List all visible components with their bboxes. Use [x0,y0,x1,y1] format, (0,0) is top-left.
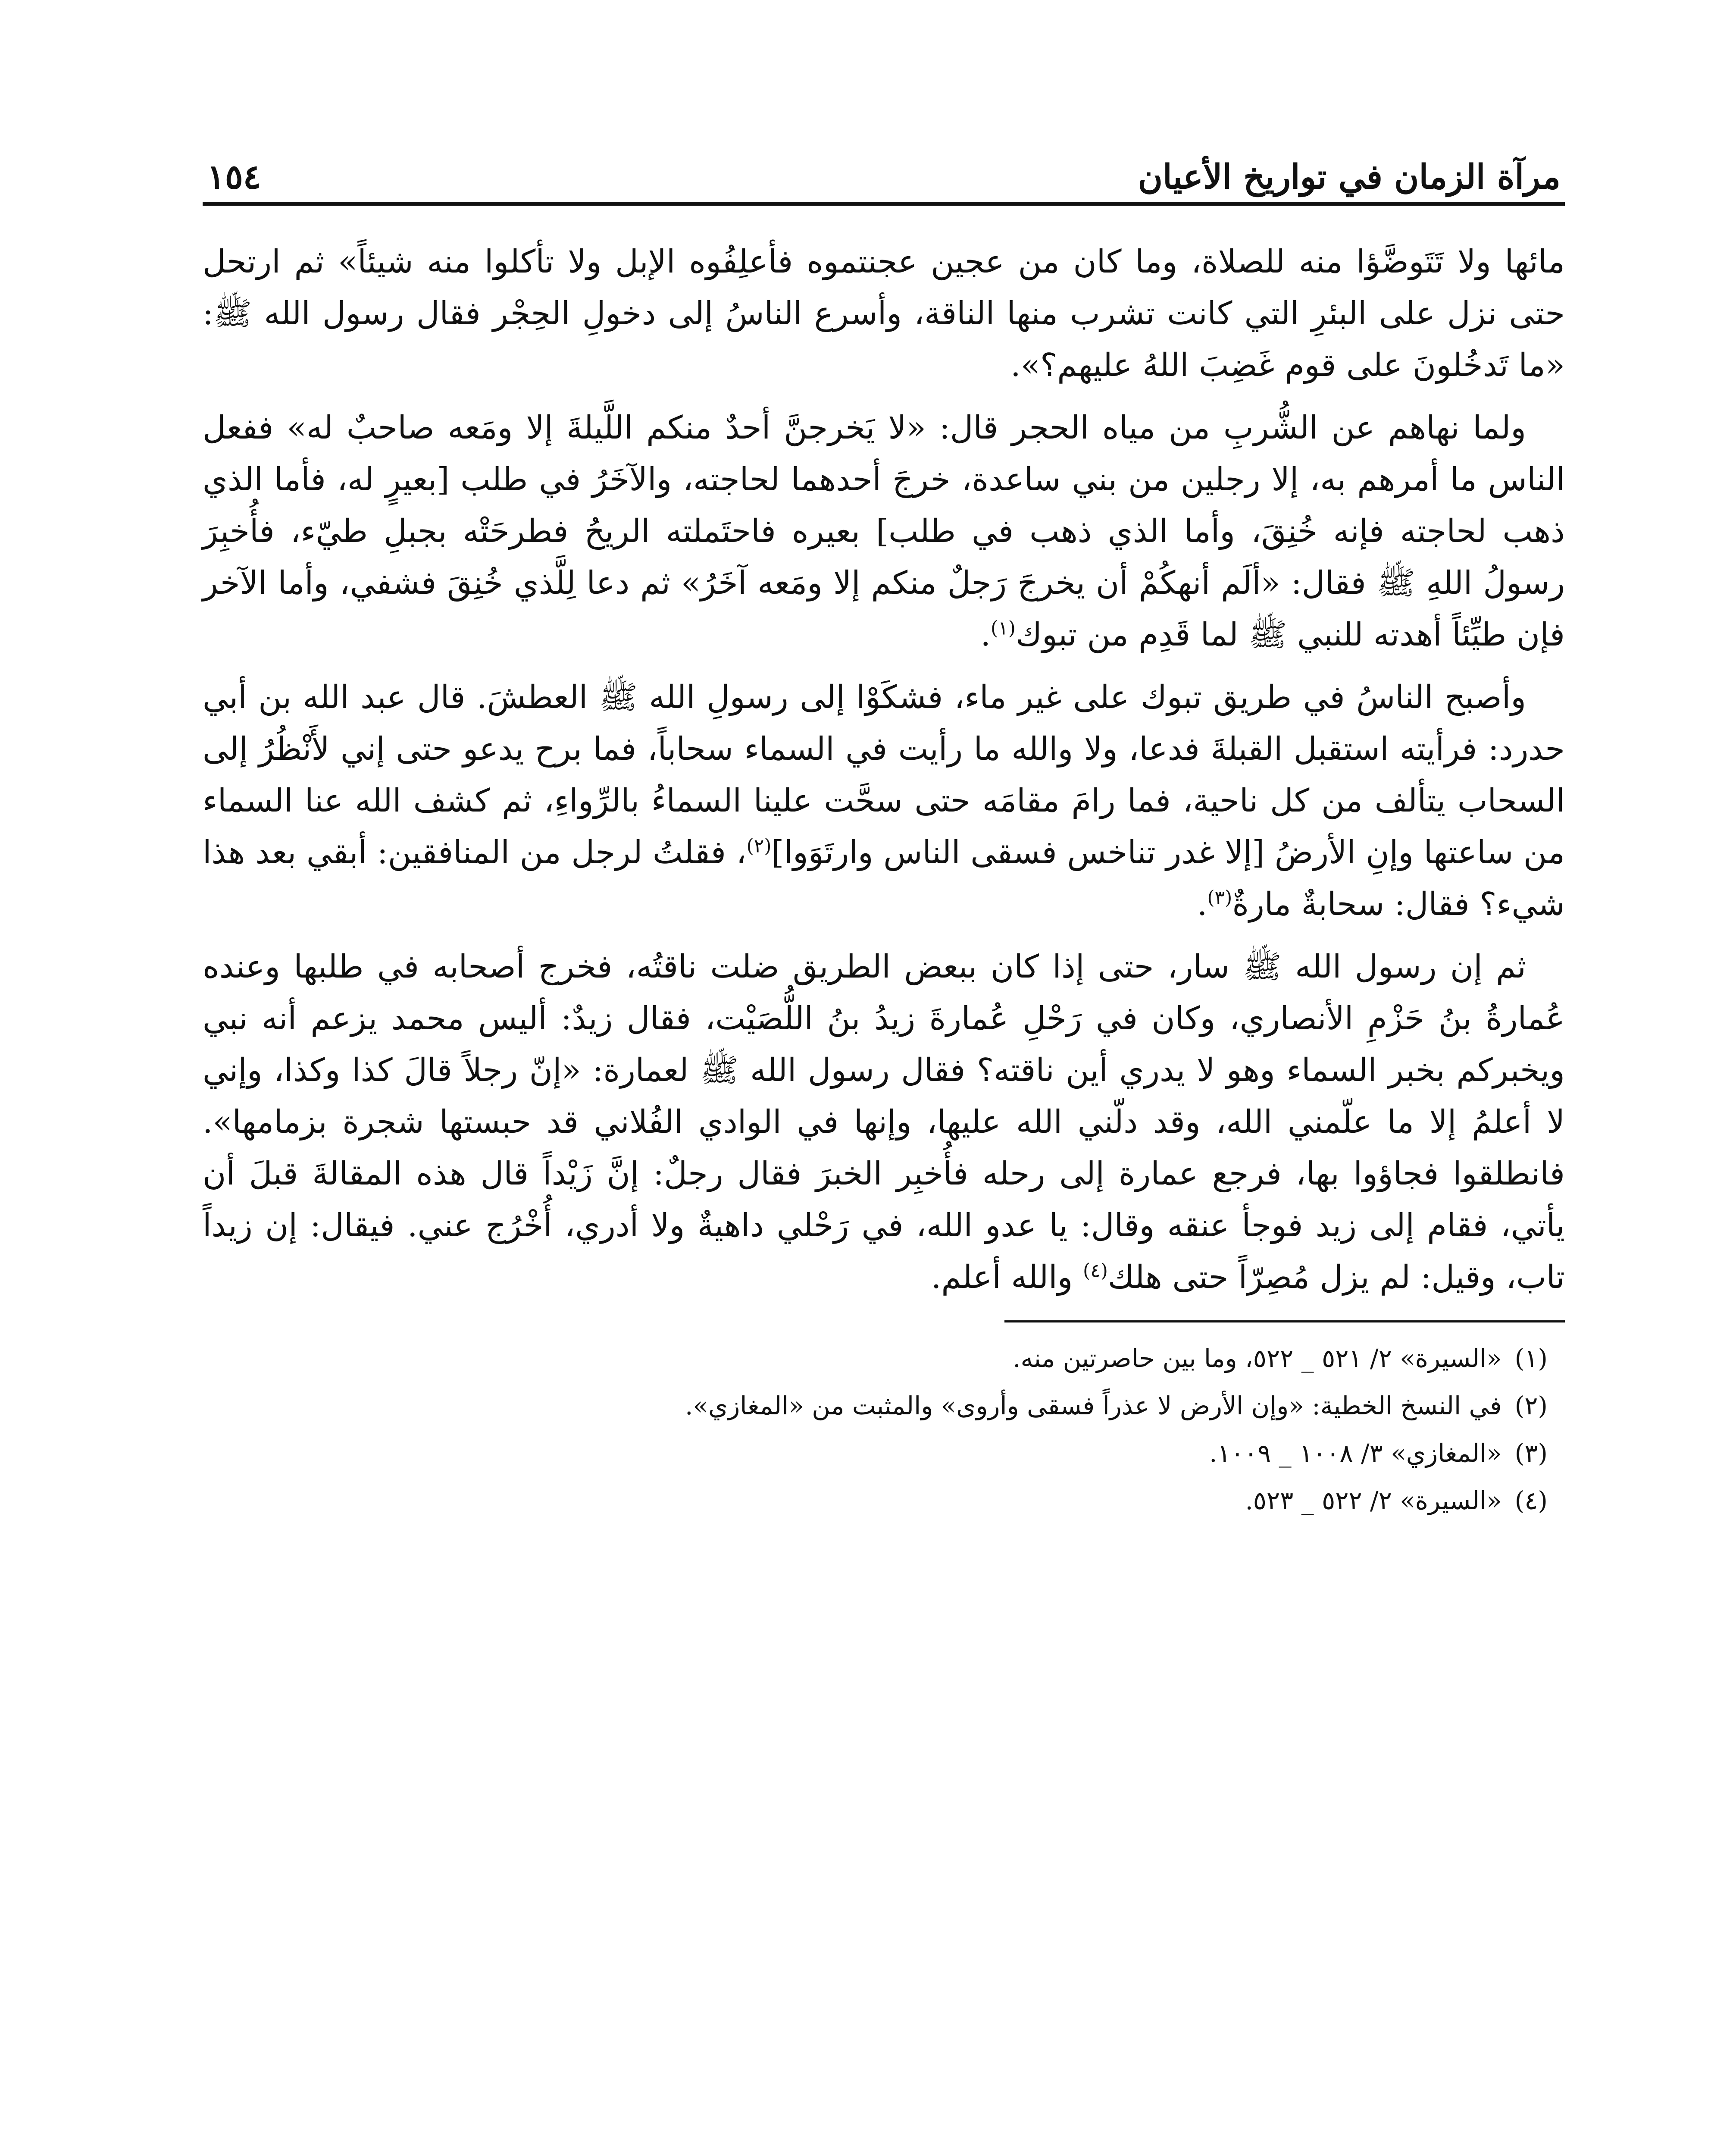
footnote-text: في النسخ الخطية: «وإن الأرض لا عذراً فسقى وأروى» والمثبت من «المغازي». [685,1391,1502,1420]
footnote-number: (٤) [1514,1486,1548,1515]
paragraph-1: مائها ولا تَتَوضَّؤا منه للصلاة، وما كان من عجين عجنتموه فأعلِفُوه الإبل ولا تأكلوا منه شيئاً» ثم ارتحل حتى نزل على البئرِ التي كانت تشرب منها الناقة، وأسرع الناسُ إلى دخولِ الحِجْر فقال رسول الله ﷺ: «ما تَدخُلونَ على قوم غَضِبَ اللهُ عليهم؟». [203,243,1565,384]
paragraph-3: وأصبح الناسُ في طريق تبوك على غير ماء، فشكَوْا إلى رسولِ الله ﷺ العطشَ. قال عبد الله بن أبي حدرد: فرأيته استقبل القبلةَ فدعا، ولا والله ما رأيت في السماء سحاباً، فما برح يدعو حتى إني لأَنْظُرُ إلى السحاب يتألف من كل ناحية، فما رامَ مقامَه حتى سحَّت علينا السماءُ بالرِّواءِ، ثم كشف الله عنا السماء من ساعتها وإنِ الأرضُ [إلا غدر تناخس فسقى الناس وارتَوَوا]$^{(٢)}$، فقلتُ لرجل من المنافقين: أبقي بعد هذا شيء؟ فقال: سحابةٌ مارةٌ$^{(٣)}$. [203,679,1565,923]
footnote-item [203,1335,1565,1382]
footnotes [203,1335,1565,1524]
footnote-ref-3[interactable]: (٣) [1207,887,1232,909]
running-header [203,129,1565,202]
header-title: مرآة الزمان في تواريخ الأعيان [1138,157,1561,197]
footnote-text: «السيرة» ٢/ ٥٢٢ _ ٥٢٣. [1245,1486,1502,1515]
footnote-text: «المغازي» ٣/ ١٠٠٨ _ ١٠٠٩. [1209,1438,1502,1468]
header-rule [203,202,1565,206]
footnote-number: (٣) [1514,1438,1548,1468]
footnote-text: «السيرة» ٢/ ٥٢١ _ ٥٢٢، وما بين حاصرتين منه. [1013,1344,1502,1373]
footnote-item [203,1477,1565,1524]
paragraph-2: ولما نهاهم عن الشُّربِ من مياه الحجر قال: «لا يَخرجنَّ أحدٌ منكم اللَّيلةَ إلا ومَعه صاحبٌ له» ففعل الناس ما أمرهم به، إلا رجلين من بني ساعدة، خرجَ أحدهما لحاجته، والآخَرُ في طلب [بعيرٍ له، فأما الذي ذهب لحاجته فإنه خُنِقَ، وأما الذي ذهب في طلب] بعيره فاحتَملته الريحُ فطرحَتْه بجبلِ طيّء، فأُخبِرَ رسولُ اللهِ ﷺ فقال: «ألَم أنهكُمْ أن يخرجَ رَجلٌ منكم إلا ومَعه آخَرُ» ثم دعا لِلَّذي خُنِقَ فشفي، وأما الآخر فإن طيِّئاً أهدته للنبي ﷺ لما قَدِم من تبوك$^{(١)}$. [203,409,1565,653]
paragraph-4: ثم إن رسول الله ﷺ سار، حتى إذا كان ببعض الطريق ضلت ناقتُه، فخرج أصحابه في طلبها وعنده عُمارةُ بنُ حَزْمِ الأنصاري، وكان في رَحْلِ عُمارةَ زيدُ بنُ اللُّصَيْت، فقال زيدٌ: أليس محمد يزعم أنه نبي ويخبركم بخبر السماء وهو لا يدري أين ناقته؟ فقال رسول الله ﷺ لعمارة: «إنّ رجلاً قالَ كذا وكذا، وإني لا أعلمُ إلا ما علّمني الله، وقد دلّني الله عليها، وإنها في الوادي الفُلاني قد حبستها شجرة بزمامها». فانطلقوا فجاؤوا بها، فرجع عمارة إلى رحله فأُخبِر الخبرَ فقال رجلٌ: إنَّ زَيْداً قال هذه المقالةَ قبلَ أن يأتي، فقام إلى زيد فوجأ عنقه وقال: يا عدو الله، في رَحْلي داهيةٌ ولا أدري، أُخْرُج عني. فيقال: إن زيداً تاب، وقيل: لم يزل مُصِرّاً حتى هلك$^{(٤)}$ والله أعلم. [203,948,1565,1296]
footnote-item [203,1429,1565,1477]
main-text [203,236,1565,1303]
footnote-number: (٢) [1514,1391,1548,1420]
footnote-ref-1[interactable]: (١) [990,617,1016,639]
footnote-number: (١) [1514,1344,1548,1373]
footnote-ref-4[interactable]: (٤) [1082,1260,1108,1282]
footnote-separator [1004,1320,1565,1322]
page-number: ١٥٤ [207,157,261,197]
footnote-item [203,1382,1565,1429]
book-page [203,129,1565,2156]
footnote-ref-2[interactable]: (٢) [746,835,772,857]
